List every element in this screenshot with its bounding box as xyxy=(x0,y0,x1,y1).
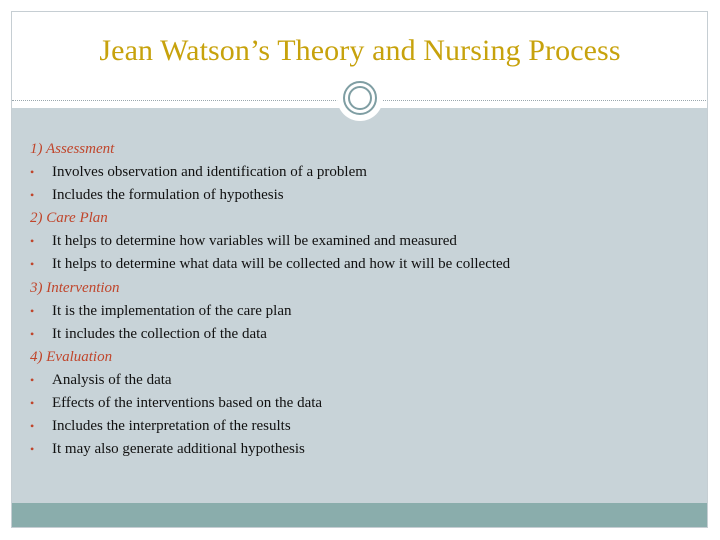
bullet-icon: • xyxy=(30,419,35,434)
bullet-text: It may also generate additional hypothesis xyxy=(52,441,305,458)
section-heading: 4) Evaluation xyxy=(30,348,113,365)
section-heading: 3) Intervention xyxy=(30,279,120,296)
section-evaluation xyxy=(30,346,700,461)
bullet-icon: • xyxy=(30,442,35,457)
bullet-text: Involves observation and identification of a problem xyxy=(52,164,367,181)
bullet-item xyxy=(30,323,700,346)
bullet-icon: • xyxy=(30,165,35,180)
bullet-text: It helps to determine how variables will be examined and measured xyxy=(52,233,457,250)
bullet-item xyxy=(30,392,700,415)
section-heading: 1) Assessment xyxy=(30,141,115,157)
bullet-item xyxy=(30,161,700,184)
bullet-item xyxy=(30,230,700,253)
bullet-text: It includes the collection of the data xyxy=(52,325,267,342)
section-assessment xyxy=(30,138,700,207)
section-intervention xyxy=(30,277,700,346)
bullet-text: Includes the formulation of hypothesis xyxy=(52,187,284,204)
bullet-icon: • xyxy=(30,234,35,249)
section-care-plan xyxy=(30,207,700,276)
bullet-item xyxy=(30,369,700,392)
body-list xyxy=(30,138,700,461)
bullet-text: Effects of the interventions based on the data xyxy=(52,395,323,412)
slide-title: Jean Watson’s Theory and Nursing Process xyxy=(99,34,621,67)
section-heading: 2) Care Plan xyxy=(30,210,108,227)
ornament-outer-ring xyxy=(343,81,377,115)
bullet-text: Analysis of the data xyxy=(52,371,172,388)
bullet-item xyxy=(30,438,700,461)
bullet-icon: • xyxy=(30,396,35,411)
bullet-text: It helps to determine what data will be collected and how it will be collected xyxy=(52,256,511,273)
ornament-inner-ring xyxy=(348,86,372,110)
bullet-item xyxy=(30,300,700,323)
bullet-text: It is the implementation of the care plan xyxy=(52,302,292,319)
circle-ornament-icon xyxy=(337,75,383,121)
bullet-item xyxy=(30,184,700,207)
bullet-item xyxy=(30,415,700,438)
bullet-icon: • xyxy=(30,257,35,272)
bullet-text: Includes the interpretation of the results xyxy=(52,418,291,435)
bullet-icon: • xyxy=(30,188,35,203)
bullet-icon: • xyxy=(30,372,35,387)
bullet-item xyxy=(30,253,700,276)
bullet-icon: • xyxy=(30,326,35,341)
bullet-icon: • xyxy=(30,303,35,318)
